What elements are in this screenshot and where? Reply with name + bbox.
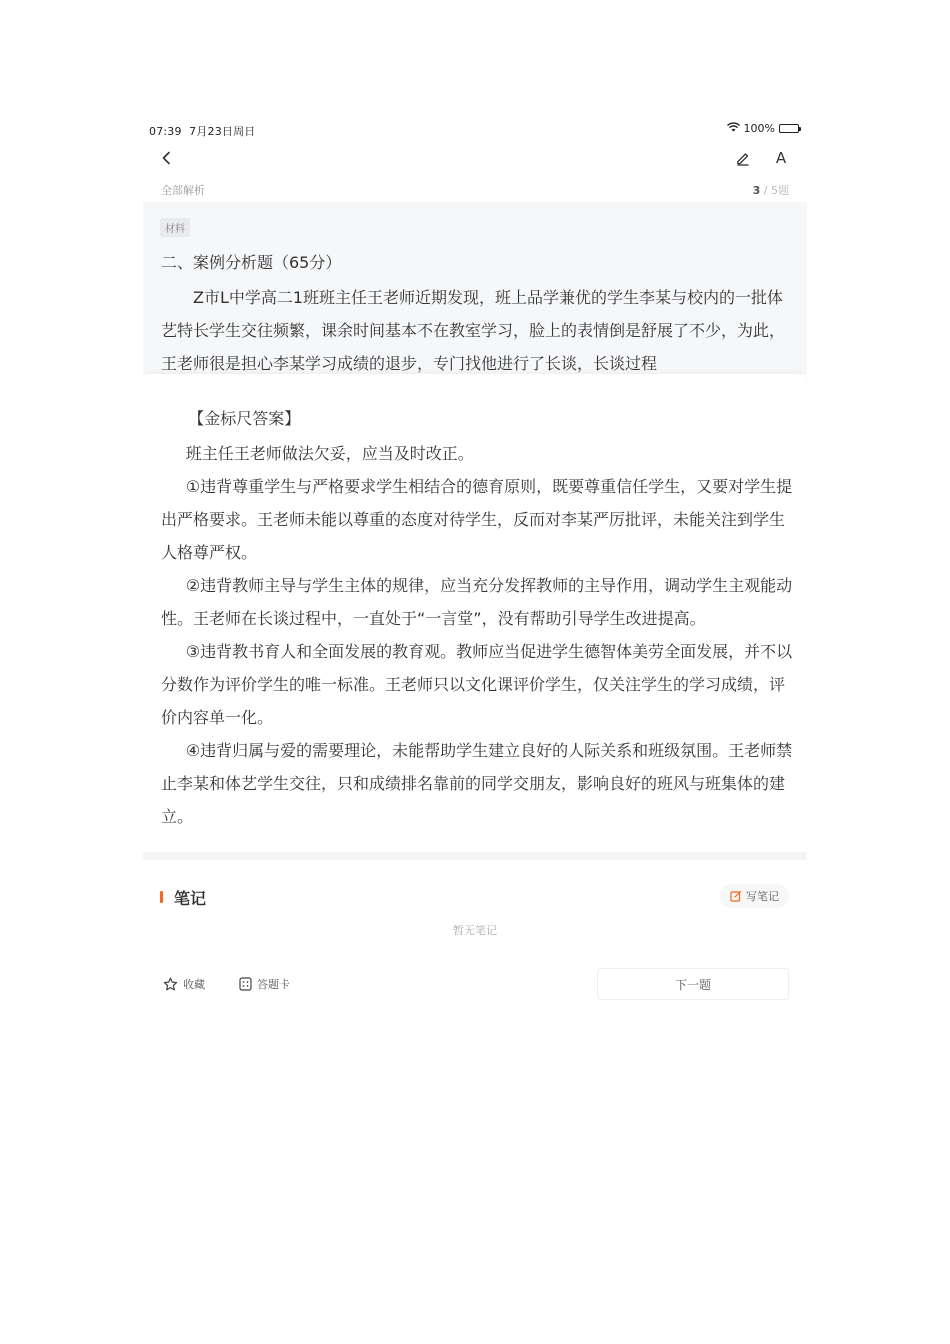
empty-notes-text: 暂无笔记 (453, 924, 497, 937)
status-time (149, 123, 256, 139)
section-title: 全部解析 (161, 184, 205, 197)
answer-paragraph: ②违背教师主导与学生主体的规律，应当充分发挥教师的主导作用，调动学生主观能动性。王老师在长谈过程中，一直处于“一言堂”，没有帮助引导学生改进提高。 (161, 576, 793, 628)
status-indicators (727, 122, 801, 135)
write-note-label: 写笔记 (746, 890, 779, 903)
question-body: Z市L中学高二1班班主任王老师近期发现，班上品学兼优的学生李某与校内的一批体艺特长学生交往频繁，课余时间基本不在教室学习，脸上的表情倒是舒展了不少，为此，王老师很是担心李某学习成绩的退步，专门找他进行了长谈，长谈过程 (161, 288, 786, 373)
pencil-icon (735, 150, 751, 166)
section-divider (143, 852, 807, 860)
question-progress (753, 182, 789, 198)
write-note-button[interactable] (720, 884, 789, 908)
battery-percent: 100% (743, 122, 775, 135)
answer-card-label: 答题卡 (257, 978, 290, 991)
answer-paragraph: ①违背尊重学生与严格要求学生相结合的德育原则，既要尊重信任学生，又要对学生提出严格要求。王老师未能以尊重的态度对待学生，反而对李某严厉批评，未能关注到学生人格尊严权。 (161, 477, 793, 562)
write-note-icon (730, 890, 742, 902)
material-panel[interactable] (143, 202, 807, 374)
notes-accent-bar (160, 891, 163, 903)
favorite-label: 收藏 (183, 978, 205, 991)
status-clock: 07:39 (149, 125, 182, 138)
progress-current: 3 (752, 184, 761, 197)
sub-header (143, 174, 807, 202)
material-tag: 材料 (160, 218, 190, 237)
notes-title: 笔记 (174, 889, 207, 908)
status-date: 7月23日周日 (189, 125, 256, 138)
edit-button[interactable] (731, 146, 755, 170)
notes-header (143, 882, 807, 912)
answer-card-icon (239, 977, 252, 991)
star-icon (163, 977, 178, 992)
wifi-icon (727, 122, 740, 135)
bottom-bar (143, 967, 807, 1002)
status-bar (143, 112, 807, 148)
answer-title: 【金标尺答案】 (188, 409, 301, 428)
answer-body (161, 437, 793, 833)
answer-paragraph: ③违背教书育人和全面发展的教育观。教师应当促进学生德智体美劳全面发展，并不以分数作为评价学生的唯一标准。王老师只以文化课评价学生，仅关注学生的学习成绩，评价内容单一化。 (161, 642, 793, 727)
font-size-button[interactable]: A (775, 149, 787, 167)
chevron-left-icon (161, 151, 173, 165)
question-title: 二、案例分析题（65分） (161, 253, 342, 272)
answer-paragraph: ④违背归属与爱的需要理论，未能帮助学生建立良好的人际关系和班级氛围。王老师禁止李某和体艺学生交往，只和成绩排名靠前的同学交朋友，影响良好的班风与班集体的建立。 (161, 741, 793, 826)
battery-icon (779, 124, 801, 133)
progress-total: / 5题 (760, 184, 789, 197)
nav-bar (143, 144, 807, 174)
answer-card-button[interactable] (239, 976, 290, 992)
favorite-button[interactable] (163, 976, 205, 992)
app-screen (143, 112, 807, 1012)
back-button[interactable] (155, 146, 179, 170)
next-question-button[interactable]: 下一题 (597, 968, 789, 1000)
answer-paragraph: 班主任王老师做法欠妥，应当及时改正。 (185, 444, 474, 463)
answer-panel (143, 374, 807, 852)
